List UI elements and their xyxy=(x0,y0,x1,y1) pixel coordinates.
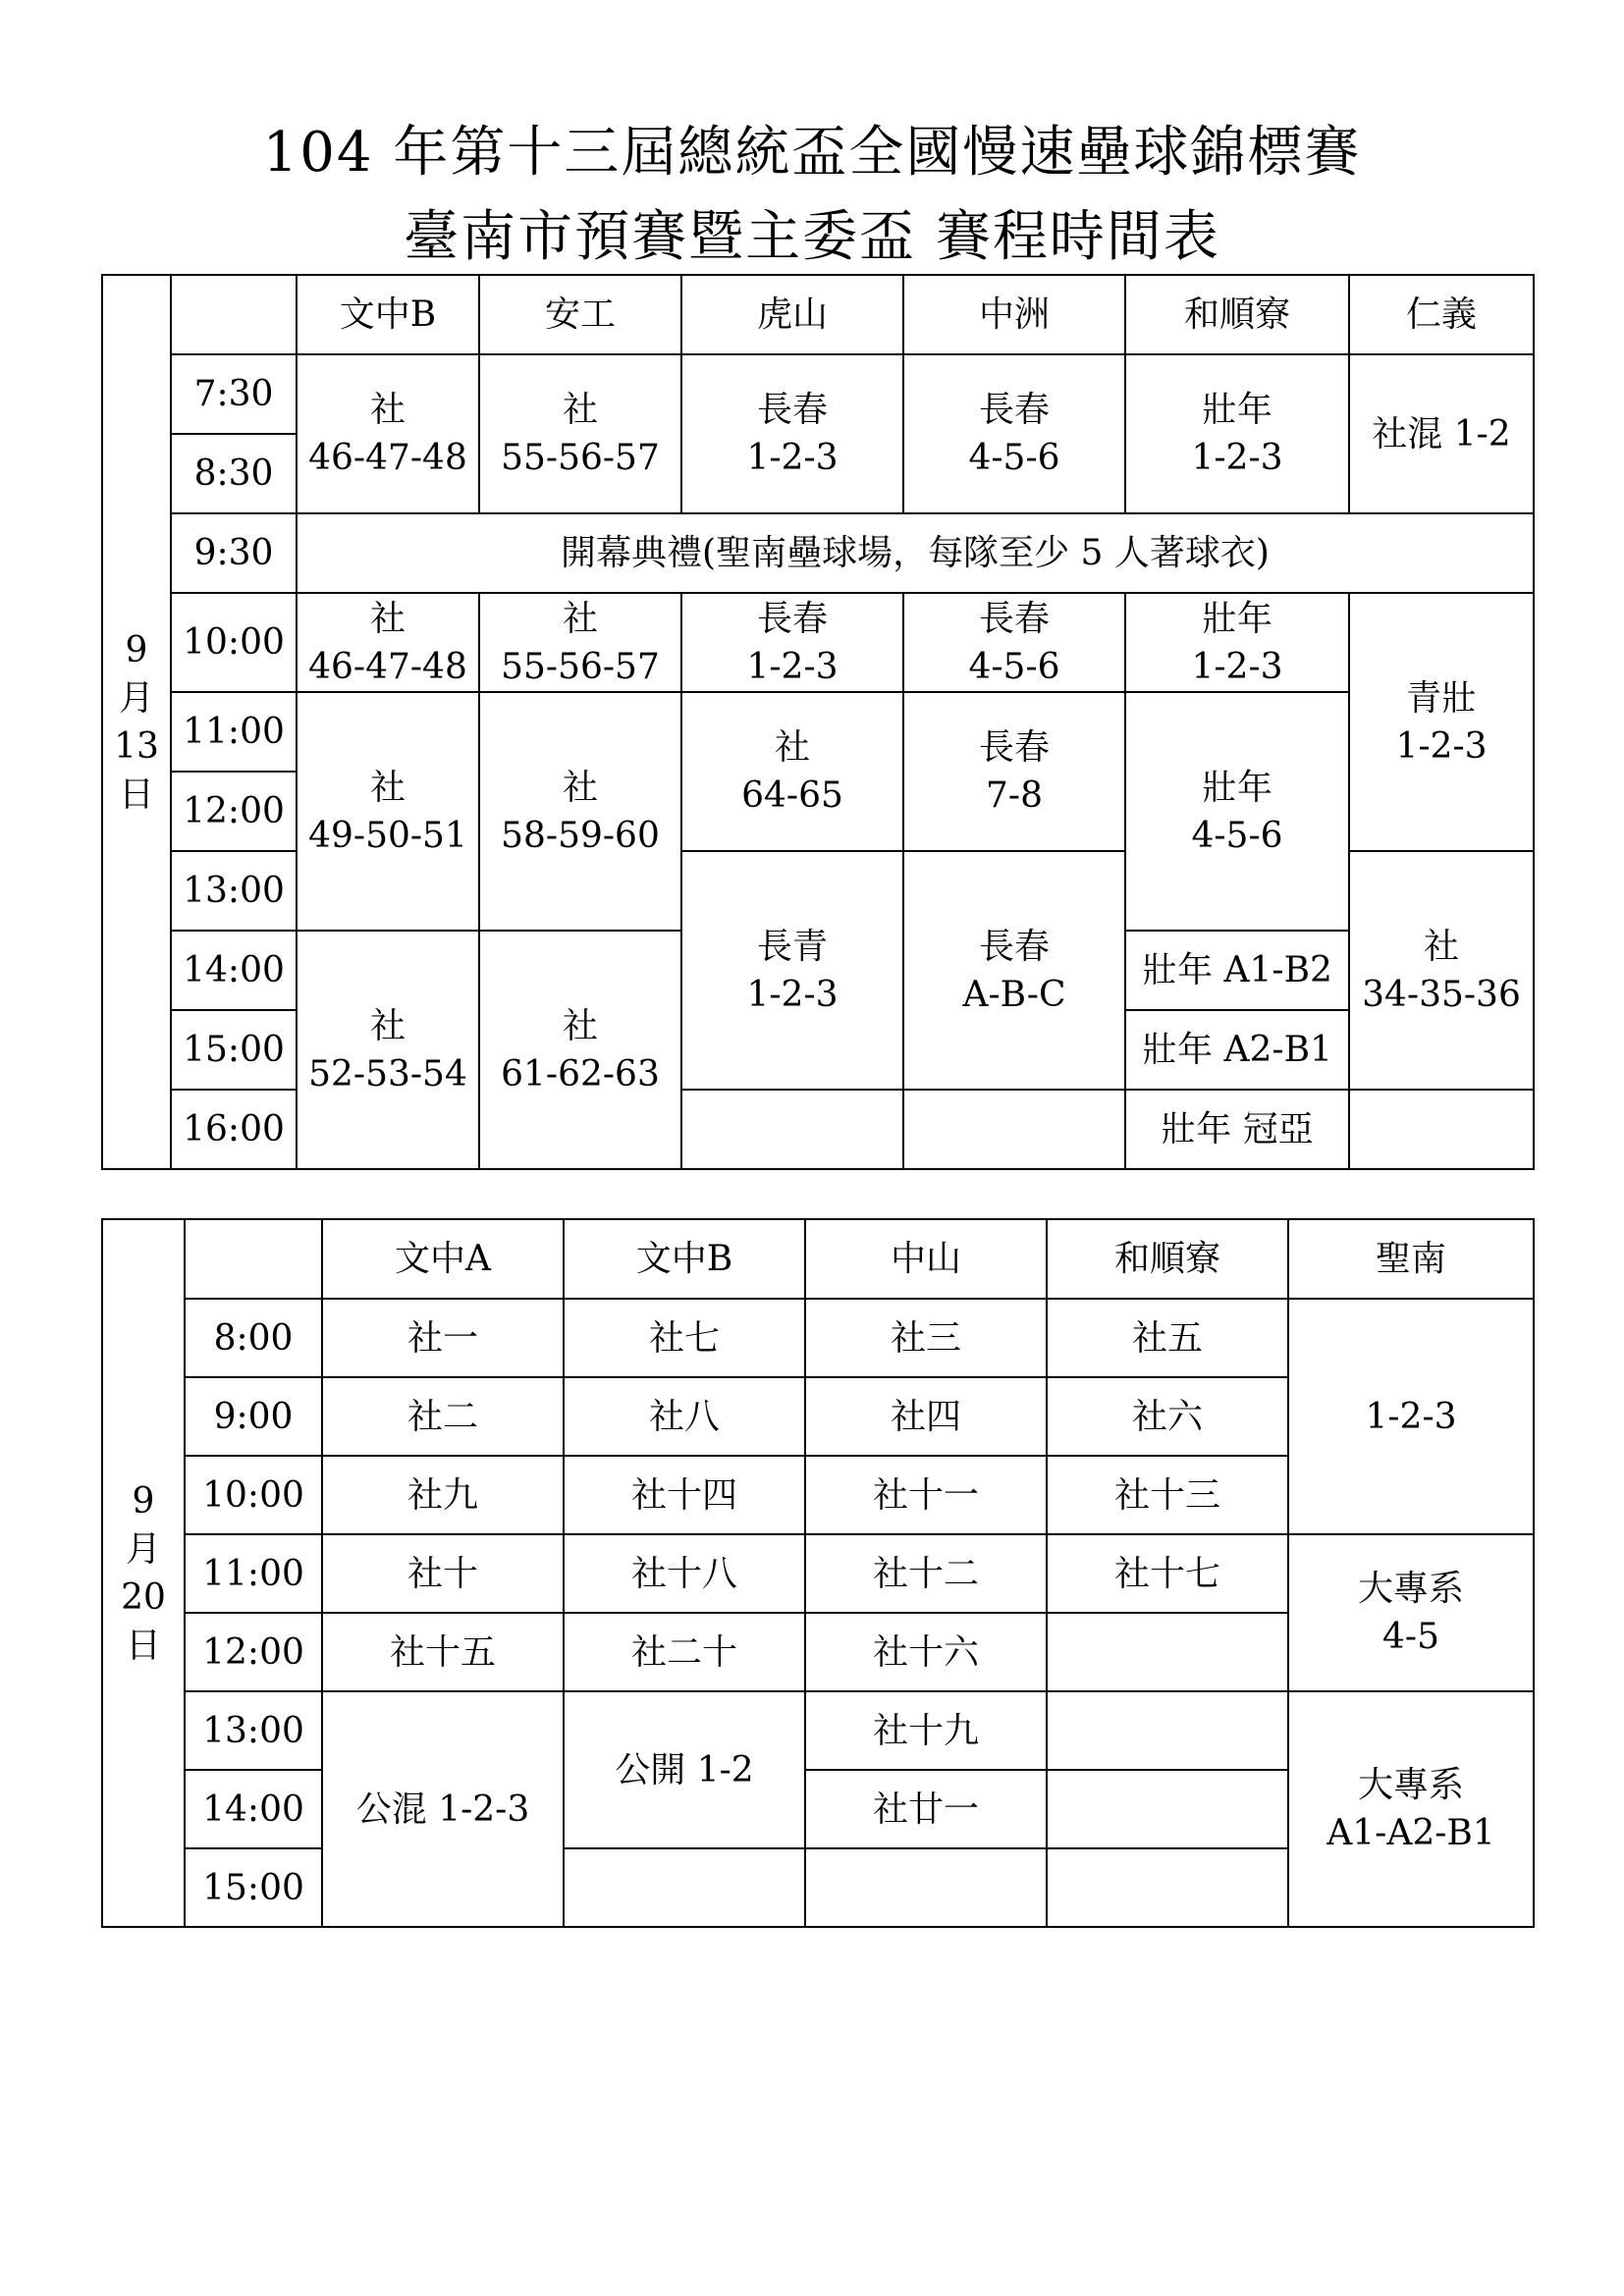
game-cell: 長青 1-2-3 xyxy=(681,851,903,1090)
empty-cell xyxy=(1047,1848,1288,1927)
game-cell: 社 61-62-63 xyxy=(479,931,681,1169)
time-label: 10:00 xyxy=(185,1456,322,1534)
game-cell: 社 46-47-48 xyxy=(297,593,479,692)
schedule-table-sep-13 xyxy=(101,274,1535,1170)
title-line-1: 104 年第十三屆總統盃全國慢速壘球錦標賽 xyxy=(262,121,1362,185)
game-cell: 青壯 1-2-3 xyxy=(1349,593,1534,851)
empty-cell xyxy=(805,1848,1047,1927)
game-cell: 社 64-65 xyxy=(681,692,903,851)
game-cell: 社三 xyxy=(805,1299,1047,1377)
game-cell: 長春 A-B-C xyxy=(903,851,1125,1090)
game-cell: 社 52-53-54 xyxy=(297,931,479,1169)
time-label: 11:00 xyxy=(185,1534,322,1613)
game-cell: 社八 xyxy=(564,1377,805,1456)
field-header: 和順寮 xyxy=(1047,1219,1288,1299)
time-label: 9:30 xyxy=(171,513,297,593)
game-cell: 社五 xyxy=(1047,1299,1288,1377)
field-header: 安工 xyxy=(479,275,681,354)
game-cell: 大專系 4-5 xyxy=(1288,1534,1534,1691)
opening-ceremony-cell: 開幕典禮(聖南壘球場，每隊至少 5 人著球衣) xyxy=(297,513,1534,593)
time-label: 13:00 xyxy=(185,1691,322,1770)
game-cell: 壯年 1-2-3 xyxy=(1125,354,1349,513)
schedule-table-sep-20 xyxy=(101,1218,1535,1928)
field-header: 文中B xyxy=(564,1219,805,1299)
game-cell: 壯年 A2-B1 xyxy=(1125,1010,1349,1090)
game-cell: 社十二 xyxy=(805,1534,1047,1613)
game-cell: 社 46-47-48 xyxy=(297,354,479,513)
game-cell: 社二十 xyxy=(564,1613,805,1691)
game-cell: 社十五 xyxy=(322,1613,564,1691)
field-header: 和順寮 xyxy=(1125,275,1349,354)
time-label: 7:30 xyxy=(171,354,297,434)
game-cell: 社十七 xyxy=(1047,1534,1288,1613)
game-cell: 壯年 4-5-6 xyxy=(1125,692,1349,931)
game-cell: 社 34-35-36 xyxy=(1349,851,1534,1090)
field-header: 聖南 xyxy=(1288,1219,1534,1299)
time-label: 14:00 xyxy=(185,1770,322,1848)
empty-cell xyxy=(1349,1090,1534,1169)
time-label: 8:00 xyxy=(185,1299,322,1377)
game-cell: 社 55-56-57 xyxy=(479,354,681,513)
empty-cell xyxy=(903,1090,1125,1169)
title-line-2: 臺南市預賽暨主委盃 賽程時間表 xyxy=(404,205,1220,269)
field-header: 文中A xyxy=(322,1219,564,1299)
game-cell: 社十三 xyxy=(1047,1456,1288,1534)
time-label: 12:00 xyxy=(185,1613,322,1691)
date-label: 9 月 20 日 xyxy=(102,1219,185,1927)
game-cell: 長春 7-8 xyxy=(903,692,1125,851)
game-cell: 社十六 xyxy=(805,1613,1047,1691)
game-cell: 壯年 1-2-3 xyxy=(1125,593,1349,692)
date-label: 9 月 13 日 xyxy=(102,275,171,1169)
field-header: 虎山 xyxy=(681,275,903,354)
game-cell: 社 55-56-57 xyxy=(479,593,681,692)
game-cell: 社十一 xyxy=(805,1456,1047,1534)
empty-cell xyxy=(564,1848,805,1927)
field-header: 中山 xyxy=(805,1219,1047,1299)
game-cell: 社十八 xyxy=(564,1534,805,1613)
game-cell: 壯年 冠亞 xyxy=(1125,1090,1349,1169)
game-cell: 社 58-59-60 xyxy=(479,692,681,931)
empty-cell xyxy=(681,1090,903,1169)
field-header: 仁義 xyxy=(1349,275,1534,354)
field-header: 中洲 xyxy=(903,275,1125,354)
game-cell: 長春 1-2-3 xyxy=(681,354,903,513)
time-label: 14:00 xyxy=(171,931,297,1010)
game-cell: 社四 xyxy=(805,1377,1047,1456)
time-label: 8:30 xyxy=(171,434,297,513)
time-label: 15:00 xyxy=(171,1010,297,1090)
game-cell: 社混 1-2 xyxy=(1349,354,1534,513)
game-cell: 社十 xyxy=(322,1534,564,1613)
empty-cell xyxy=(1047,1691,1288,1770)
game-cell: 社九 xyxy=(322,1456,564,1534)
game-cell: 大專系 A1-A2-B1 xyxy=(1288,1691,1534,1927)
time-label: 12:00 xyxy=(171,772,297,851)
field-header: 文中B xyxy=(297,275,479,354)
game-cell: 公混 1-2-3 xyxy=(322,1691,564,1927)
game-cell: 長春 1-2-3 xyxy=(681,593,903,692)
time-label: 10:00 xyxy=(171,593,297,692)
corner-cell xyxy=(171,275,297,354)
time-label: 11:00 xyxy=(171,692,297,772)
time-label: 15:00 xyxy=(185,1848,322,1927)
game-cell: 社廿一 xyxy=(805,1770,1047,1848)
game-cell: 長春 4-5-6 xyxy=(903,593,1125,692)
time-label: 13:00 xyxy=(171,851,297,931)
game-cell: 社十四 xyxy=(564,1456,805,1534)
game-cell: 壯年 A1-B2 xyxy=(1125,931,1349,1010)
time-label: 9:00 xyxy=(185,1377,322,1456)
empty-cell xyxy=(1047,1613,1288,1691)
game-cell: 社七 xyxy=(564,1299,805,1377)
game-cell: 1-2-3 xyxy=(1288,1299,1534,1534)
empty-cell xyxy=(1047,1770,1288,1848)
game-cell: 社二 xyxy=(322,1377,564,1456)
game-cell: 社一 xyxy=(322,1299,564,1377)
game-cell: 長春 4-5-6 xyxy=(903,354,1125,513)
corner-cell xyxy=(185,1219,322,1299)
game-cell: 社十九 xyxy=(805,1691,1047,1770)
game-cell: 社 49-50-51 xyxy=(297,692,479,931)
time-label: 16:00 xyxy=(171,1090,297,1169)
game-cell: 公開 1-2 xyxy=(564,1691,805,1848)
game-cell: 社六 xyxy=(1047,1377,1288,1456)
